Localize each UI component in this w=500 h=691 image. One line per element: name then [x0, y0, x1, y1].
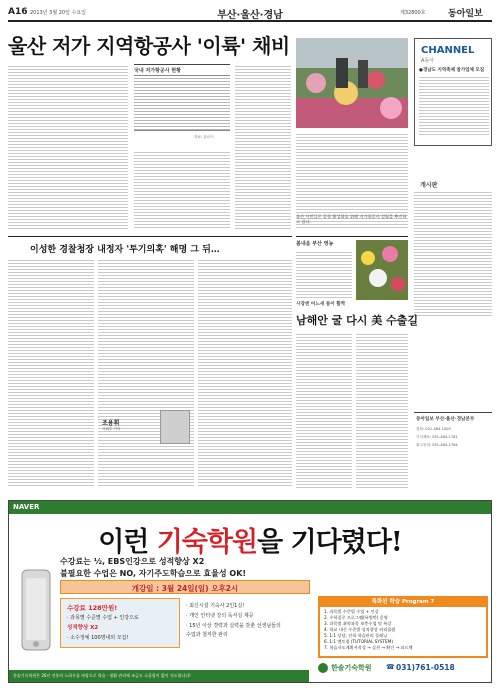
school-logo [318, 661, 488, 677]
program-item: 6. 1:1 멘토링 (TUTORIAL SYSTEM) [324, 639, 393, 644]
body-text-column [134, 150, 230, 230]
price-box [60, 598, 180, 648]
reporter-name: 조용휘 [102, 420, 120, 427]
school-phone: 031)761-0518 [396, 663, 455, 672]
ad-headline-accent: 기숙학원 [156, 527, 258, 558]
contact-phone: 전화: 051-464-1000 [416, 427, 451, 431]
opening-banner [60, 580, 310, 594]
channel-subtitle: A동아 [421, 58, 435, 64]
flower-story-body [296, 332, 352, 488]
flower-story-header: 봄내음 부산 영농 [296, 241, 334, 247]
main-story-body [8, 64, 128, 229]
program-item: 7. 학습자도계획서작성 → 실천 → 확인 → 피드백 [324, 645, 413, 650]
points-box [186, 598, 310, 648]
reporter-photo [160, 410, 190, 444]
channel-box [414, 38, 492, 146]
index-title: ●경남도 지역축제 참가업체 모집 [419, 68, 485, 73]
issue-date: 2013년 3월 20일 수요일 [30, 10, 87, 16]
reporter-block [98, 410, 194, 450]
program-item: 2. 수학집중 프로그램(특별반) 운영 [324, 615, 388, 620]
channel-title: CHANNEL [421, 45, 475, 56]
column-body [8, 258, 94, 488]
index-list [419, 75, 489, 135]
ad-brand-bar [9, 501, 491, 514]
issue-number: 제32800호 [400, 10, 426, 16]
contact-title: 동아일보 부산·울산·경남본부 [416, 417, 475, 422]
contact-phone: 광고문의: 051-464-1764 [416, 443, 458, 447]
flower-headline: 남해안 굴 다시 美 수출길 [296, 314, 418, 327]
features-title: 개시판 [420, 182, 438, 189]
body-text-column [235, 64, 291, 230]
features-list [414, 190, 492, 318]
program-item: 3. 과목별 취약과목 보충수업 및 특강 [324, 621, 392, 626]
ad-point: · 15년 이상 경력과 실력을 갖춘 선생님들의 [186, 623, 281, 629]
market-photo [296, 38, 408, 128]
ad-brand: NAVER [13, 503, 40, 511]
flower-story-body [296, 250, 352, 300]
ad-feature: · 과목별 수준별 수업 + 인강으로 [67, 615, 139, 621]
column-headline: 이성한 경찰청장 내정자 '투기의혹' 해명 그 뒤… [30, 245, 220, 255]
ad-headline-pre: 이런 [98, 527, 157, 558]
program-item: 1. 과목별 수준별 수업 + 인강 [324, 609, 379, 614]
program-box [318, 596, 488, 658]
contact-box [414, 412, 492, 482]
main-headline: 울산 저가 지역항공사 '이륙' 채비 [8, 34, 290, 58]
flower-photo-caption: 시장엔 어느새 봄이 활짝 [296, 302, 346, 307]
photo-caption: 울산 시민들은 공항 활성화를 위해 저가항공사 설립을 추진하고 있다. [296, 214, 407, 224]
ad-headline [60, 520, 440, 559]
section-divider [8, 236, 292, 237]
features-box [414, 180, 492, 320]
program-title: 특화된 학습 Program 7 [320, 598, 486, 607]
column-body [198, 258, 292, 488]
ad-point: 수업과 철저한 관리 [186, 632, 228, 638]
program-item: 4. 학교 내신 수준별 성적향상 커리큘럼 [324, 627, 396, 632]
ad-footer-note: 한솔기숙학원은 26년 전통의 노하우를 바탕으로 학습 · 생활 관리에 조금도 소홀함이 없이 지도합니다! [13, 673, 191, 678]
table-title: 국내 저가항공사 현황 [134, 68, 181, 74]
column-body [98, 258, 194, 488]
price-tag: 수강료 128만원! [67, 604, 118, 612]
opening-date: 개강일 : 3월 24일(일) 오후2시 [131, 584, 239, 593]
contact-phone: 기사제보: 051-464-1781 [416, 435, 458, 439]
school-phone-icon: ☎ [386, 663, 395, 671]
airline-table [134, 64, 230, 144]
page-number: A16 [8, 7, 28, 17]
school-logo-icon [318, 663, 328, 673]
ad-sub2: 불필요한 수업은 NO, 자기주도학습으로 효율성 OK! [60, 569, 247, 578]
table-source: 자료: 울산시 [194, 135, 214, 139]
section-title: 부산·울산·경남 [217, 10, 283, 21]
reporter-title: 사회부 기자 [102, 427, 121, 431]
flower-photo [356, 240, 408, 300]
body-text-column [8, 64, 128, 229]
program-item: 5. 1:1 상담, 진학 학습관리 플래닝 [324, 633, 388, 638]
ad-headline-post: 을 기다렸다! [257, 527, 402, 558]
ad-feature: · 소수정예 100명내외 모집! [67, 635, 129, 641]
flower-story-body [356, 332, 408, 488]
table-grid [134, 75, 230, 131]
section-divider [296, 236, 408, 237]
ad-sub1: 수강료는 ½, EBS인강으로 성적향상 X2 [60, 557, 205, 566]
ad-feature: 성적향상 X2 [67, 625, 99, 631]
school-name: 한솔기숙학원 [331, 664, 372, 672]
ad-illustration [14, 560, 58, 660]
ad-point: · 최신시설 기숙사 2인1실! [186, 603, 245, 609]
page-header [8, 6, 492, 22]
paper-logo: 동아일보 [448, 9, 483, 19]
ad-footer [9, 670, 309, 682]
ad-point: · 개인 인터넷 강의 독서실 제공 [186, 613, 254, 619]
